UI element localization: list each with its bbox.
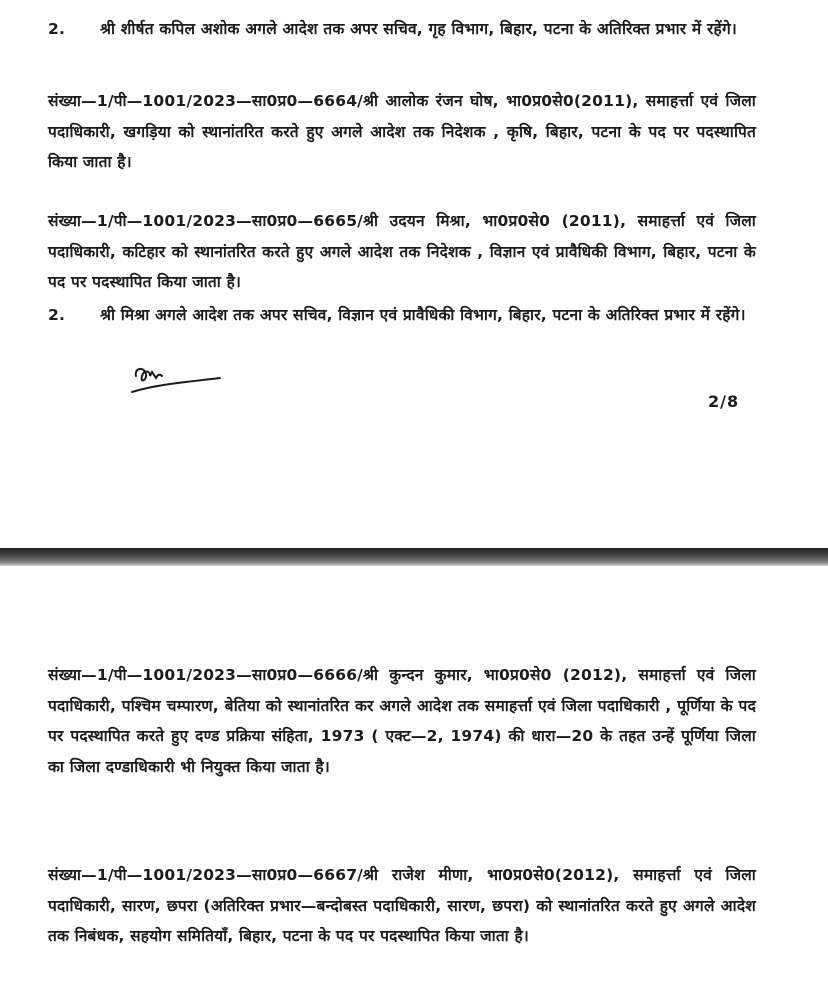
order-6667: संख्या—1/पी—1001/2023—सा0प्र0—6667/श्री राजेश मीणा, भा0प्र0से0(2012), समाहर्त्ता एवं जिला पदाधिकारी, सारण, छपरा (अतिरिक्त प्रभार—बन्दोबस्त पदाधिकारी, सारण, छपरा) को स्थानांतरित करते हुए अगले आदेश तक निबंधक, सहयोग समितियाँ, बिहार, पटना के पद पर पदस्थापित किया जाता है।: [48, 866, 756, 945]
continuation-paragraph: [48, 14, 756, 45]
order-6665: संख्या—1/पी—1001/2023—सा0प्र0—6665/श्री उदयन मिश्रा, भा0प्र0से0 (2011), समाहर्त्ता एवं जिला पदाधिकारी, कटिहार को स्थानांतरित करते हुए अगले आदेश तक निदेशक , विज्ञान एवं प्रावैधिकी विभाग, बिहार, पटना के पद पर पदस्थापित किया जाता है।: [48, 212, 756, 291]
signature-mark: [128, 362, 224, 398]
order-6666: संख्या—1/पी—1001/2023—सा0प्र0—6666/श्री कुन्दन कुमार, भा0प्र0से0 (2012), समाहर्त्ता एवं जिला पदाधिकारी, पश्चिम चम्पारण, बेतिया को स्थानांतरित कर अगले आदेश तक समाहर्त्ता एवं जिला पदाधिकारी , पूर्णिया के पद पर पदस्थापित करते हुए दण्ड प्रक्रिया संहिता, 1973 ( एक्ट—2, 1974) की धारा—20 के तहत उन्हें पूर्णिया जिला का जिला दण्डाधिकारी भी नियुक्त किया जाता है।: [48, 666, 756, 776]
sub-paragraph-2: [48, 300, 756, 331]
order-6664: संख्या—1/पी—1001/2023—सा0प्र0—6664/श्री आलोक रंजन घोष, भा0प्र0से0(2011), समाहर्त्ता एवं जिला पदाधिकारी, खगड़िया को स्थानांतरित करते हुए अगले आदेश तक निदेशक , कृषि, बिहार, पटना के पद पर पदस्थापित किया जाता है।: [48, 92, 756, 171]
document-page-2: [0, 566, 828, 1006]
page-number: 2/8: [708, 392, 740, 411]
paragraph-number: 2.: [48, 20, 66, 38]
paragraph-text: श्री शीर्षत कपिल अशोक अगले आदेश तक अपर सचिव, गृह विभाग, बिहार, पटना के अतिरिक्त प्रभार में रहेंगे।: [100, 20, 737, 38]
paragraph-text: श्री मिश्रा अगले आदेश तक अपर सचिव, विज्ञान एवं प्रावैधिकी विभाग, बिहार, पटना के अतिरिक्त प्रभार में रहेंगे।: [100, 306, 746, 324]
paragraph-number: 2.: [48, 306, 66, 324]
page-separator: [0, 548, 828, 566]
